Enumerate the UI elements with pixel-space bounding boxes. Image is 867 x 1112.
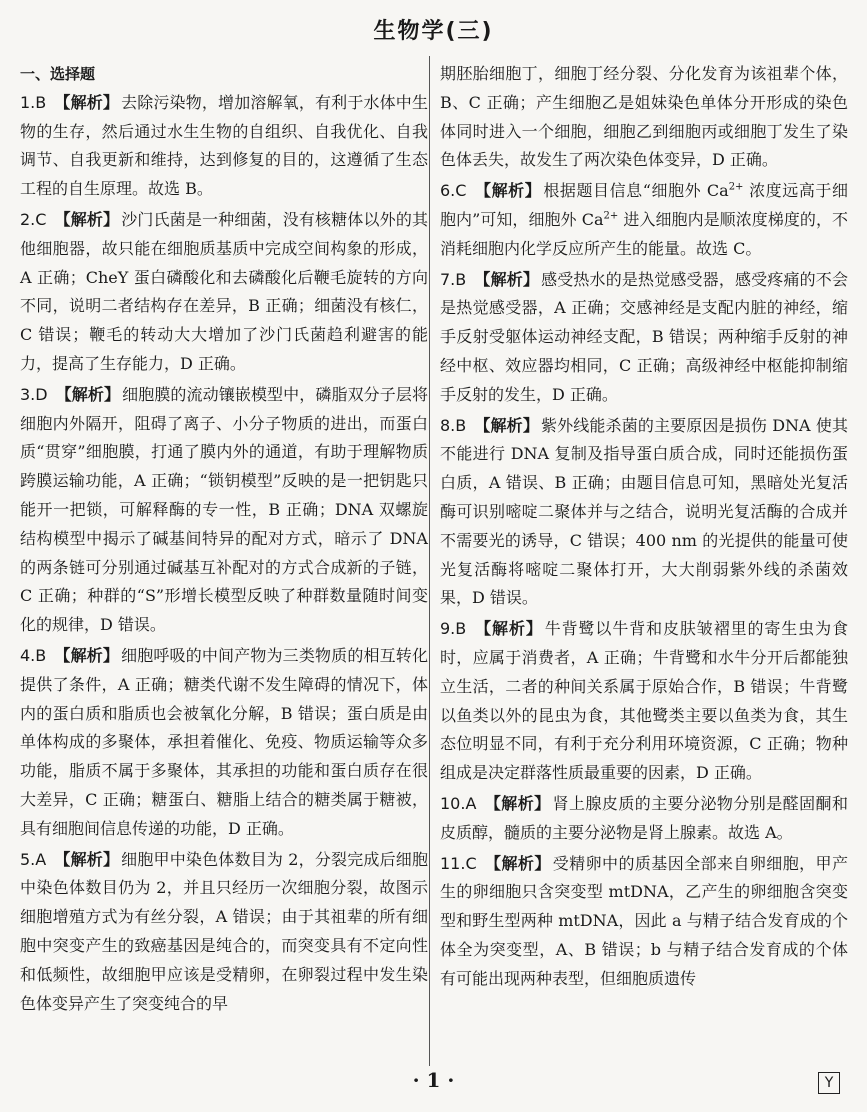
answer-number: 9.B (440, 619, 467, 639)
answer-number: 8.B (440, 415, 467, 435)
answer-text: 根据题目信息“细胞外 Ca (543, 181, 729, 201)
answer-number: 2.C (20, 209, 47, 229)
answer-number: 6.C (440, 181, 467, 201)
answer-text: 浓度远高于细胞内”可知，细胞外 Ca (440, 181, 848, 229)
answer-text: 感受热水的是热觉感受器，感受疼痛的不会是热觉感受器，A 正确；交感神经是支配内脏的神经，缩手反射受躯体运动神经支配，B 错误；两种缩手反射的神经中枢、效应器均相同，C 正确；高级神经中枢能抑制缩手反射的发生，D 正确。 (440, 269, 848, 404)
answer-number: 7.B (440, 269, 467, 289)
answer-4 (20, 642, 428, 844)
answer-1 (20, 89, 428, 204)
page-title: 生物学(三) (373, 19, 494, 44)
answer-number: 11.C (440, 853, 477, 873)
answer-2 (20, 206, 428, 379)
answer-6 (440, 177, 848, 263)
page-number: · 1 · (412, 1068, 455, 1092)
column-divider (429, 56, 430, 1066)
answer-3 (20, 381, 428, 640)
answer-text: 进入细胞内是顺浓度梯度的，不消耗细胞内化学反应所产生的能量。故选 C。 (440, 209, 848, 258)
answer-5-continued: 期胚胎细胞丁，细胞丁经分裂、分化发育为该祖辈个体，B、C 正确；产生细胞乙是姐妹染色单体分开形成的染色体同时进入一个细胞，细胞乙到细胞丙或细胞丁发生了染色体丢失，故发生了两次染色体变异，D 正确。 (440, 64, 848, 170)
answer-10 (440, 790, 848, 848)
analysis-tag: 【解析】 (484, 853, 551, 873)
analysis-tag: 【解析】 (474, 181, 542, 201)
answer-text: 细胞甲中染色体数目为 2，分裂完成后细胞中染色体数目仍为 2，并且只经历一次细胞分裂，故图示细胞增殖方式为有丝分裂，A 错误；由于其祖辈的所有细胞中突变产生的致癌基因是纯合的，而突变具有不定向性和低频性，故细胞甲应该是受精卵，在卵裂过程中发生染色体变异产生了突变纯合的早 (20, 849, 428, 1013)
answer-text: 肾上腺皮质的主要分泌物分别是醛固酮和皮质醇，髓质的主要分泌物是肾上腺素。故选 A。 (440, 793, 848, 842)
analysis-tag: 【解析】 (54, 849, 120, 869)
answer-number: 1.B (20, 92, 47, 112)
answer-11 (440, 850, 848, 994)
analysis-tag: 【解析】 (484, 793, 551, 813)
answer-text: 沙门氏菌是一种细菌，没有核糖体以外的其他细胞器，故只能在细胞质基质中完成空间构象的形成，A 正确；CheY 蛋白磷酸化和去磷酸化后鞭毛旋转的方向不同，说明二者结构存在差异，B 正确；细菌没有核仁，C 错误；鞭毛的转动大大增加了沙门氏菌趋利避害的能力，提高了生存能力，D 正确。 (20, 209, 428, 373)
answer-7 (440, 266, 848, 410)
superscript-charge: 2+ (603, 210, 619, 222)
answer-text: 受精卵中的质基因全部来自卵细胞，甲产生的卵细胞只含突变型 mtDNA，乙产生的卵细胞含突变型和野生型两种 mtDNA，因此 a 与精子结合发育成的个体全为突变型，A、B 错误；b 与精子结合发育成的个体有可能出现两种表型，但细胞质遗传 (440, 853, 848, 988)
answer-number: 10.A (440, 793, 477, 813)
answer-text: 细胞膜的流动镶嵌模型中，磷脂双分子层将细胞内外隔开，阻碍了离子、小分子物质的进出，而蛋白质“贯穿”细胞膜，打通了膜内外的通道，有助于理解物质跨膜运输功能，A 正确；“锁钥模型”反映的是一把钥匙只能开一把锁，可解释酶的专一性，B 正确；DNA 双螺旋结构模型中揭示了碱基间特异的配对方式，暗示了 DNA 的两条链可分别通过碱基互补配对的方式合成新的子链，C 正确；种群的“S”形增长模型反映了种群数量随时间变化的规律，D 错误。 (20, 384, 428, 635)
right-column (440, 60, 848, 996)
answer-number: 5.A (20, 849, 47, 869)
answer-text: 细胞呼吸的中间产物为三类物质的相互转化提供了条件，A 正确；糖类代谢不发生障碍的情况下，体内的蛋白质和脂质也会被氧化分解，B 错误；蛋白质是由单体构成的多聚体，承担着催化、免疫、物质运输等众多功能，脂质不属于多聚体，其承担的功能和蛋白质存在很大差异，C 正确；糖蛋白、糖脂上结合的糖类属于糖被，具有细胞间信息传递的功能，D 正确。 (20, 645, 428, 838)
analysis-tag: 【解析】 (474, 619, 543, 639)
edition-mark: Y (818, 1072, 840, 1094)
analysis-tag: 【解析】 (474, 415, 539, 435)
answer-8 (440, 412, 848, 614)
answer-9 (440, 615, 848, 788)
answer-5 (20, 846, 428, 1019)
answer-number: 4.B (20, 645, 47, 665)
analysis-tag: 【解析】 (55, 384, 121, 404)
answer-text: 牛背鹭以牛背和皮肤皱褶里的寄生虫为食时，应属于消费者，A 正确；牛背鹭和水牛分开后都能独立生活，二者的种间关系属于原始合作，B 错误；牛背鹭以鱼类以外的昆虫为食，其他鹭类主要以鱼类为食，其生态位明显不同，有利于充分利用环境资源，C 正确；物种组成是决定群落性质最重要的因素，D 正确。 (440, 619, 848, 783)
answer-text: 紫外线能杀菌的主要原因是损伤 DNA 使其不能进行 DNA 复制及指导蛋白质合成，同时还能损伤蛋白质，A 错误、B 正确；由题目信息可知，黑暗处光复活酶可识别嘧啶二聚体并与之结合，说明光复活酶的合成并不需要光的诱导，C 错误；400 nm 的光提供的能量可使光复活酶将嘧啶二聚体打开，大大削弱紫外线的杀菌效果，D 错误。 (440, 415, 848, 608)
left-column (20, 60, 428, 1020)
answer-number: 3.D (20, 384, 48, 404)
answer-text: 去除污染物，增加溶解氧，有利于水体中生物的生存，然后通过水生生物的自组织、自我优化、自我调节、自我更新和维持，达到修复的目的，这遵循了生态工程的自生原理。故选 B。 (20, 92, 428, 199)
analysis-tag: 【解析】 (54, 209, 120, 229)
analysis-tag: 【解析】 (474, 269, 540, 289)
superscript-charge: 2+ (728, 181, 744, 193)
section-heading: 一、选择题 (20, 65, 96, 83)
analysis-tag: 【解析】 (54, 92, 120, 112)
analysis-tag: 【解析】 (54, 645, 120, 665)
